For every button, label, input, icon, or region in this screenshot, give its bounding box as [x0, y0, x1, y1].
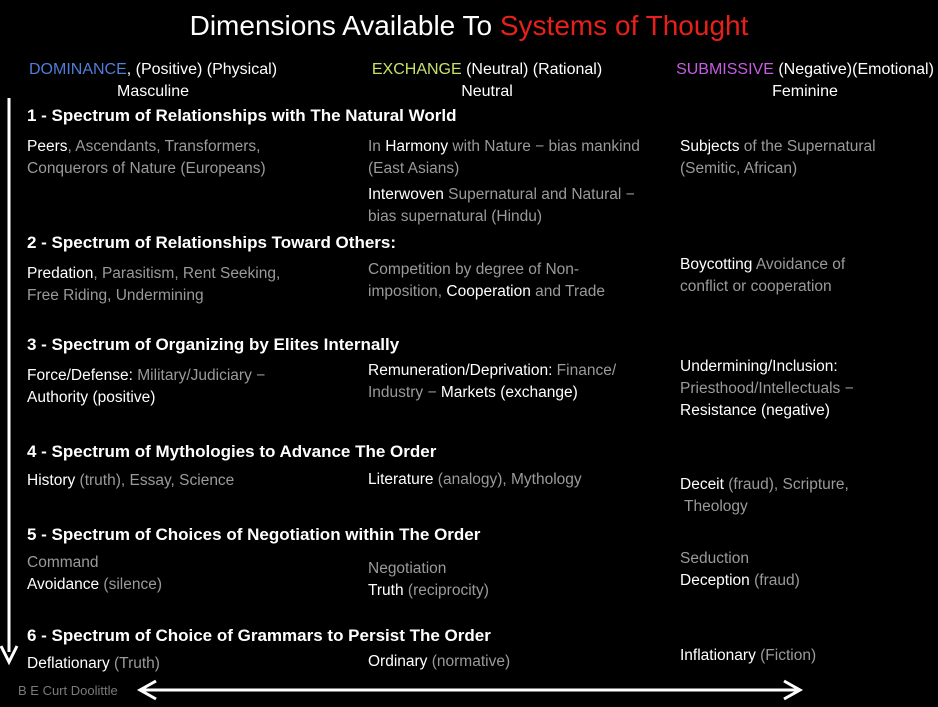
section-2-heading: 2 - Spectrum of Relationships Toward Others: — [27, 233, 397, 252]
author-signature: B E Curt Doolittle — [18, 683, 118, 698]
section-1-heading: 1 - Spectrum of Relationships with The Natural World — [27, 106, 457, 125]
exchange-keyword: EXCHANGE — [371, 61, 462, 78]
section-3-exchange: Remuneration/Deprivation: Finance/ Industry − Markets (exchange) — [368, 362, 617, 401]
submissive-sub: Feminine — [772, 83, 838, 100]
section-1-exchange: In Harmony with Nature − bias mankind (East Asians) Interwoven Supernatural and Natural − bias supernatural (Hindu) — [368, 138, 640, 225]
section-5-exchange: Negotiation Truth (reciprocity) — [368, 560, 489, 599]
section-1-dominance: Peers, Ascendants, Transformers, Conquerors of Nature (Europeans) — [27, 138, 266, 177]
exchange-sub: Neutral — [461, 83, 513, 100]
vertical-arrow — [1, 98, 17, 662]
submissive-keyword: SUBMISSIVE — [676, 61, 774, 78]
section-5-heading: 5 - Spectrum of Choices of Negotiation within The Order — [27, 525, 481, 544]
dominance-sub: Masculine — [116, 83, 190, 100]
column-header-dominance — [18, 59, 288, 103]
section-2-dominance: Predation, Parasitism, Rent Seeking, Free Riding, Undermining — [27, 265, 281, 304]
section-1-submissive: Subjects of the Supernatural (Semitic, African) — [680, 138, 876, 177]
section-4-submissive: Deceit (fraud), Scripture, Theology — [680, 476, 849, 515]
section-4-dominance: History (truth), Essay, Science — [27, 472, 235, 489]
section-6-heading: 6 - Spectrum of Choice of Grammars to Persist The Order — [27, 626, 491, 645]
section-3-submissive: Undermining/Inclusion: Priesthood/Intellectuals − Resistance (negative) — [680, 358, 854, 419]
section-2-exchange: Competition by degree of Non- imposition, Cooperation and Trade — [368, 261, 605, 300]
submissive-descriptor: (Negative)(Emotional) — [773, 61, 934, 78]
section-3-heading: 3 - Spectrum of Organizing by Elites Internally — [27, 335, 400, 354]
title-accent: Systems of Thought — [499, 10, 749, 41]
section-4-exchange: Literature (analogy), Mythology — [368, 471, 582, 488]
exchange-descriptor: (Neutral) (Rational) — [461, 61, 603, 78]
section-6-submissive: Inflationary (Fiction) — [680, 647, 817, 664]
section-2-submissive: Boycotting Avoidance of conflict or cooperation — [680, 256, 846, 295]
section-5-dominance: Command Avoidance (silence) — [27, 554, 162, 593]
section-3-dominance: Force/Defense: Military/Judiciary − Authority (positive) — [27, 367, 266, 406]
column-header-submissive — [670, 59, 938, 103]
title-main: Dimensions Available To — [189, 10, 500, 41]
section-4-heading: 4 - Spectrum of Mythologies to Advance The Order — [27, 442, 437, 461]
page-title — [0, 10, 938, 42]
column-header-exchange — [352, 59, 622, 103]
section-5-submissive: Seduction Deception (fraud) — [680, 550, 800, 589]
section-6-dominance: Deflationary (Truth) — [27, 655, 160, 672]
section-6-exchange: Ordinary (normative) — [368, 653, 511, 670]
dominance-descriptor: , (Positive) (Physical) — [126, 61, 278, 78]
horizontal-double-arrow — [140, 681, 800, 699]
dominance-keyword: DOMINANCE — [28, 61, 127, 78]
